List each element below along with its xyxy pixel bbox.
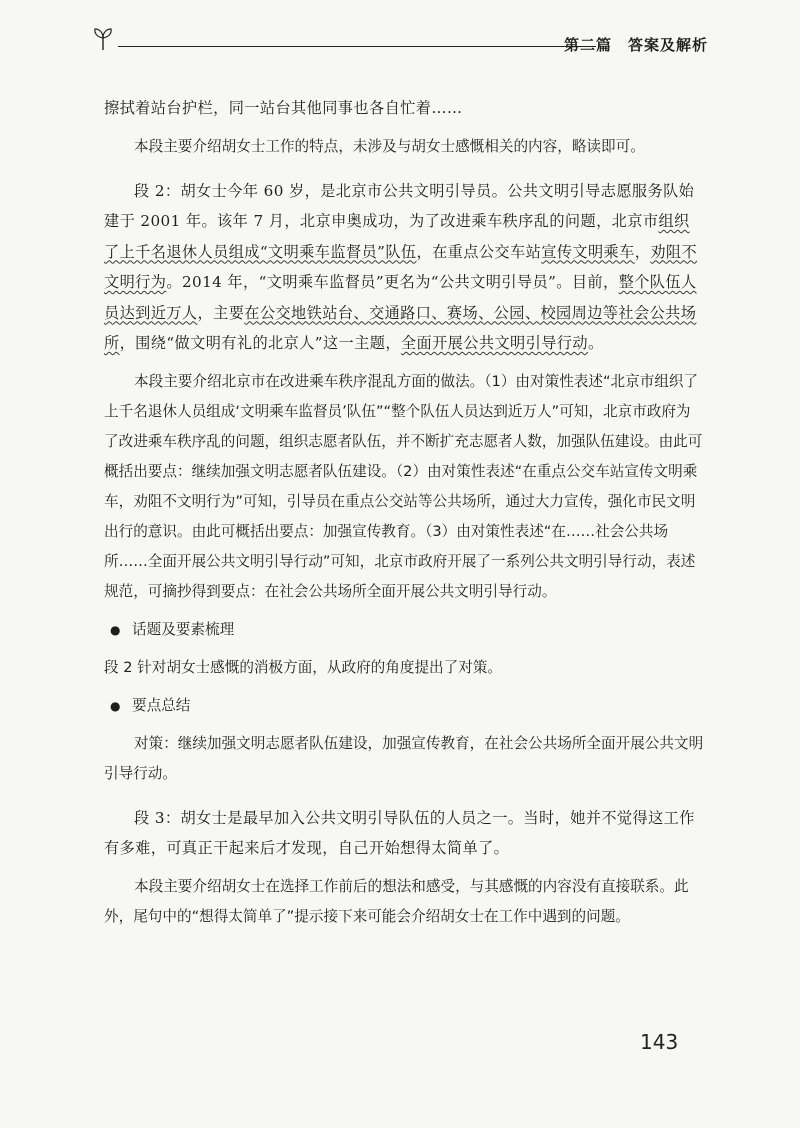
- source-paragraph-3: 段 3：胡女士是最早加入公共文明引导队伍的人员之一。当时，她并不觉得这工作有多难，可真正干起来后才发现，自己开始想得太简单了。: [104, 808, 695, 857]
- source-2-text: 。: [587, 334, 604, 352]
- bullet-topic-label: 话题及要素梳理: [132, 620, 235, 638]
- bullet-icon: ●: [110, 698, 121, 713]
- analysis-paragraph-3: 本段主要介绍胡女士在选择工作前后的想法和感受，与其感慨的内容没有直接联系。此外，尾句中的“想得太简单了”提示接下来可能会介绍胡女士在工作中遇到的问题。: [104, 877, 689, 925]
- source-2-marked-text: 宣传文明乘车: [541, 242, 635, 261]
- page-header: [88, 24, 708, 68]
- topic-text: 段 2 针对胡女士感慨的消极方面，从政府的角度提出了对策。: [104, 658, 503, 676]
- analysis-paragraph-2: 本段主要介绍北京市在改进乘车秩序混乱方面的做法。（1）由对策性表述“北京市组织了上千名退休人员组成‘文明乘车监督员’队伍”“整个队伍人员达到近万人”可知，北京市政府为了改进乘车秩序乱的问题，组织志愿者队伍，并不断扩充志愿者人数，加强队伍建设。由此可概括出要点：继续加强文明志愿者队伍建设。（2）由对策性表述“在重点公交车站宣传文明乘车，劝阻不文明行为”可知，引导员在重点公交站等公共场所，通过大力宣传，强化市民文明出行的意识。由此可概括出要点：加强宣传教育。（3）由对策性表述“在……社会公共场所……全面开展公共文明引导行动”可知，北京市政府开展了一系列公共文明引导行动，表述规范，可摘抄得到要点：在社会公共场所全面开展公共文明引导行动。: [104, 372, 703, 600]
- bullet-summary-heading: [104, 691, 704, 721]
- source-paragraph-2: [104, 176, 704, 359]
- source-2-text: 。2014 年，“文明乘车监督员”更名为“公共文明引导员”。目前，: [166, 273, 619, 291]
- bullet-topic-heading: [104, 615, 704, 645]
- summary-text: 对策：继续加强文明志愿者队伍建设，加强宣传教育，在社会公共场所全面开展公共文明引导行动。: [104, 734, 704, 782]
- source-paragraph-top: 擦拭着站台护栏，同一站台其他同事也各自忙着……: [104, 99, 463, 117]
- source-2-marked-text: 劝阻不文明行为: [104, 242, 698, 291]
- source-2-marked-text: 全面开展公共文明引导行动: [400, 334, 588, 352]
- sprout-icon: [88, 24, 118, 54]
- analysis-paragraph-1: 本段主要介绍胡女士工作的特点，未涉及与胡女士感慨相关的内容，略读即可。: [134, 137, 645, 155]
- source-2-text: ，围绕“做文明有礼的北京人”这一主题，: [119, 334, 401, 352]
- source-2-marked-text: 在公交地铁站台、交通路口、赛场、公园、校园周边等社会公共场所: [104, 303, 697, 352]
- bullet-summary-label: 要点总结: [132, 696, 191, 714]
- bullet-icon: ●: [110, 622, 121, 637]
- source-2-marked-text: 组织了上千名退休人员组成“文明乘车监督员”队伍: [104, 212, 690, 261]
- source-2-marked-text: 整个队伍人员达到近万人: [104, 273, 697, 322]
- page-body: [104, 93, 704, 932]
- source-2-text: ，主要: [197, 303, 245, 322]
- source-2-text: ，在重点公交车站: [416, 242, 542, 261]
- page-number: 143: [640, 1030, 679, 1054]
- source-2-text: ，: [634, 242, 651, 261]
- source-2-text: 段 2：胡女士今年 60 岁，是北京市公共文明引导员。公共文明引导志愿服务队始建于 2001 年。该年 7 月，北京申奥成功，为了改进乘车秩序乱的问题，北京市: [104, 181, 695, 230]
- header-title: 第二篇 答案及解析: [563, 36, 708, 54]
- header-rule: [118, 46, 596, 47]
